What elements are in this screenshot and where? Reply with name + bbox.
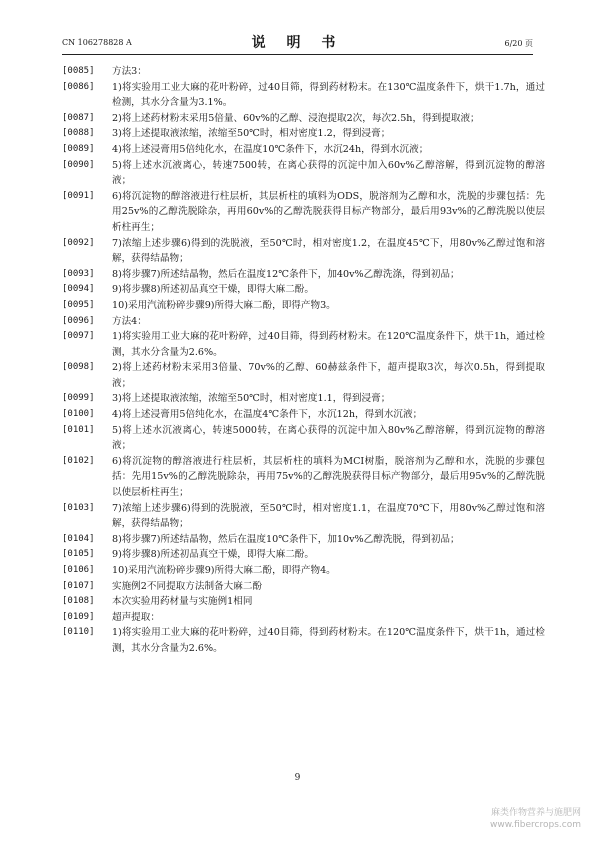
paragraph-number: [0097]: [62, 331, 95, 342]
paragraph: [62, 126, 545, 142]
paragraph: [62, 80, 545, 111]
paragraph: [62, 158, 545, 189]
paragraph-text: 4)将上述浸膏用5倍纯化水，在温度4℃条件下，水沉12h，得到水沉液；: [112, 409, 423, 421]
paragraph-text: 本次实验用药材量与实施例1相同: [112, 596, 253, 608]
paragraph: [62, 142, 545, 158]
paragraph: [62, 298, 545, 314]
paragraph-number: [0093]: [62, 268, 95, 279]
paragraph: [62, 64, 545, 80]
paragraph: [62, 501, 545, 532]
paragraph: [62, 454, 545, 501]
paragraph: [62, 360, 545, 391]
paragraph-text: 1)将实验用工业大麻的花叶粉碎，过40目筛，得到药材粉末。在130℃温度条件下，烘干1.7h，通过检测，其水分含量为3.1%。: [112, 81, 545, 109]
document-title: 说 明 书: [251, 35, 344, 51]
paragraph-number: [0085]: [62, 66, 95, 76]
paragraph: [62, 111, 545, 127]
document-body: [62, 64, 545, 657]
paragraph: [62, 267, 545, 283]
paragraph-number: [0101]: [62, 424, 95, 435]
paragraph-number: [0096]: [62, 315, 95, 326]
paragraph-number: [0095]: [62, 299, 95, 310]
paragraph-text: 实施例2不同提取方法制备大麻二酚: [112, 580, 263, 592]
paragraph-number: [0098]: [62, 362, 95, 373]
paragraph-text: 1)将实验用工业大麻的花叶粉碎，过40目筛，得到药材粉末。在120℃温度条件下，烘干1h，通过检测，其水分含量为2.6%。: [112, 627, 545, 654]
paragraph-text: 8)将步骤7)所述结晶物，然后在温度10℃条件下，加10v%乙醇洗脱，得到初品；: [112, 533, 460, 545]
paragraph: [62, 407, 545, 423]
paragraph: [62, 532, 545, 548]
paragraph-number: [0108]: [62, 596, 95, 607]
paragraph: [62, 189, 545, 236]
page-number: 9: [294, 773, 301, 783]
paragraph: [62, 579, 545, 595]
watermark-url: www.fibercrops.com: [490, 820, 581, 830]
patent-number: CN 106278828 A: [62, 38, 132, 47]
paragraph: [62, 594, 545, 610]
paragraph-text: 6)将沉淀物的醇溶液进行柱层析，其层析柱的填料为ODS，脱溶剂为乙醇和水，洗脱的步骤包括：先用25v%的乙醇洗脱除杂，再用60v%的乙醇洗脱获得目标产物部分，最后用93v%的乙醇洗脱以使层析柱再生；: [112, 190, 545, 233]
paragraph: [62, 314, 545, 330]
paragraph-number: [0109]: [62, 611, 95, 622]
paragraph-text: 5)将上述水沉液离心，转速7500转，在离心获得的沉淀中加入60v%乙醇溶解，得到沉淀物的醇溶液；: [112, 159, 545, 187]
paragraph-number: [0094]: [62, 284, 95, 295]
paragraph: [62, 329, 545, 360]
paragraph-text: 9)将步骤8)所述初品真空干燥，即得大麻二酚。: [112, 284, 314, 296]
paragraph-text: 10)采用汽流粉碎步骤9)所得大麻二酚，即得产物3。: [112, 299, 336, 311]
paragraph-text: 5)将上述水沉液离心，转速5000转，在离心获得的沉淀中加入80v%乙醇溶解，得到沉淀物的醇溶液；: [112, 424, 545, 452]
paragraph-text: 2)将上述药材粉末采用3倍量、70v%的乙醇、60赫兹条件下，超声提取3次，每次0.5h，得到提取液；: [112, 362, 545, 389]
paragraph-number: [0106]: [62, 565, 95, 575]
paragraph-number: [0102]: [62, 455, 95, 466]
paragraph-number: [0099]: [62, 393, 95, 404]
paragraph-number: [0104]: [62, 533, 95, 544]
paragraph: [62, 423, 545, 454]
paragraph-text: 10)采用汽流粉碎步骤9)所得大麻二酚，即得产物4。: [112, 565, 336, 576]
paragraph-number: [0103]: [62, 502, 95, 513]
page-header: [62, 28, 533, 55]
paragraph-number: [0091]: [62, 190, 95, 201]
paragraph: [62, 391, 545, 407]
paragraph-number: [0110]: [62, 627, 95, 638]
paragraph-number: [0105]: [62, 549, 95, 560]
paragraph-text: 7)浓缩上述步骤6)得到的洗脱液，至50℃时，相对密度1.1，在温度70℃下，用80v%乙醇过饱和溶解，获得结晶物；: [112, 502, 545, 530]
paragraph-number: [0107]: [62, 580, 95, 591]
paragraph: [62, 610, 545, 626]
paragraph-number: [0090]: [62, 159, 95, 170]
paragraph-text: 9)将步骤8)所述初品真空干燥，即得大麻二酚。: [112, 549, 314, 561]
paragraph-text: 8)将步骤7)所述结晶物，然后在温度12℃条件下，加40v%乙醇洗涤，得到初品；: [112, 268, 460, 280]
paragraph-text: 方法3：: [112, 66, 147, 77]
paragraph-text: 3)将上述提取液浓缩，浓缩至50℃时，相对密度1.2，得到浸膏；: [112, 128, 391, 140]
paragraph-text: 7)浓缩上述步骤6)得到的洗脱液，至50℃时，相对密度1.2，在温度45℃下，用80v%乙醇过饱和溶解，获得结晶物；: [112, 237, 545, 265]
paragraph: [62, 563, 545, 579]
paragraph-text: 方法4：: [112, 315, 147, 327]
paragraph-text: 6)将沉淀物的醇溶液进行柱层析，其层析柱的填料为MCI树脂，脱溶剂为乙醇和水，洗脱的步骤包括：先用15v%的乙醇洗脱除杂，再用75v%的乙醇洗脱获得目标产物部分，最后用95v%的乙醇洗脱以使层析柱再生；: [112, 455, 545, 499]
paragraph-text: 2)将上述药材粉末采用5倍量、60v%的乙醇、浸泡提取2次，每次2.5h，得到提取液；: [112, 112, 480, 124]
page-indicator: 6/20 页: [504, 39, 533, 48]
paragraph-number: [0086]: [62, 81, 95, 92]
paragraph: [62, 625, 545, 656]
paragraph-number: [0092]: [62, 237, 95, 248]
paragraph-text: 4)将上述浸膏用5倍纯化水，在温度10℃条件下，水沉24h，得到水沉液；: [112, 143, 429, 155]
paragraph: [62, 547, 545, 563]
paragraph-number: [0087]: [62, 112, 95, 123]
paragraph-text: 3)将上述提取液浓缩，浓缩至50℃时，相对密度1.1，得到浸膏；: [112, 393, 391, 405]
paragraph-number: [0089]: [62, 143, 95, 154]
paragraph-text: 1)将实验用工业大麻的花叶粉碎，过40目筛，得到药材粉末。在120℃温度条件下，烘干1h，通过检测，其水分含量为2.6%。: [112, 331, 545, 358]
watermark: [490, 807, 581, 831]
paragraph-number: [0088]: [62, 128, 95, 139]
watermark-site-name: 麻类作物营养与施肥网: [490, 808, 581, 818]
paragraph-number: [0100]: [62, 409, 95, 420]
paragraph-text: 超声提取：: [112, 611, 160, 623]
paragraph: [62, 282, 545, 298]
paragraph: [62, 236, 545, 267]
